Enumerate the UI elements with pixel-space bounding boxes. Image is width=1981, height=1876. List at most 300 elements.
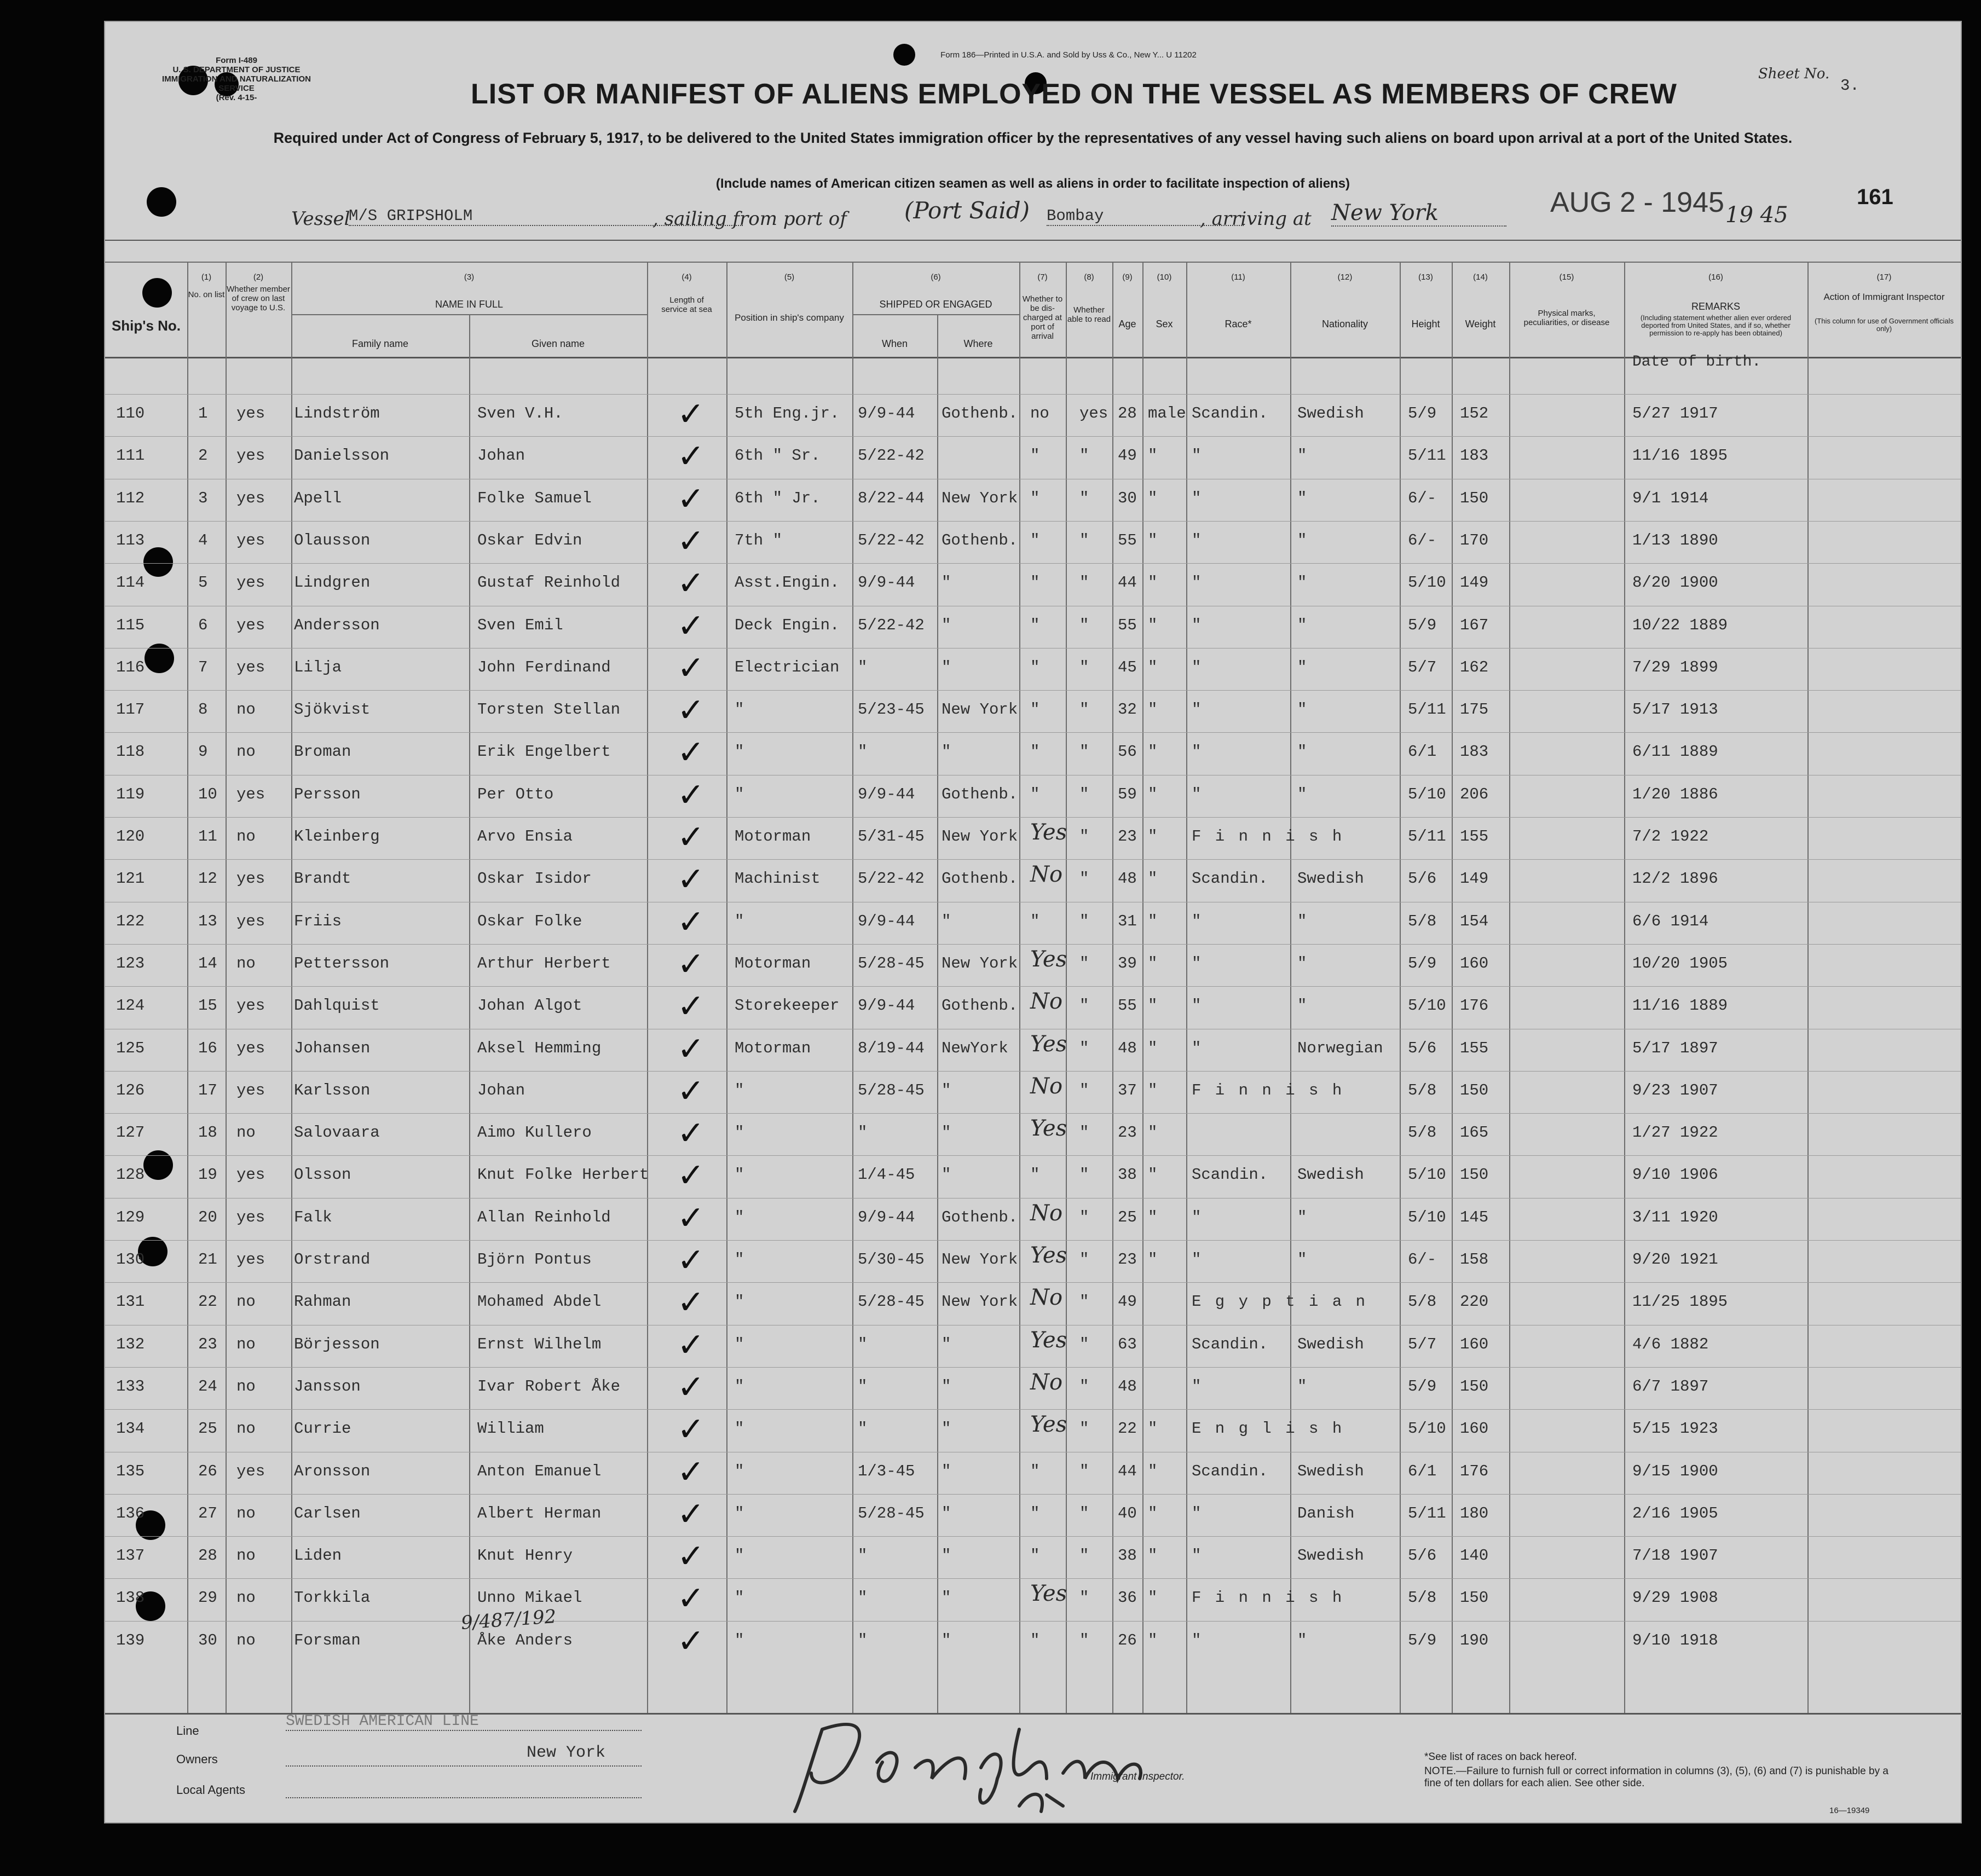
cell-position: " bbox=[735, 1420, 744, 1438]
cell-family-name: Forsman bbox=[294, 1631, 361, 1649]
cell-height: 5/6 bbox=[1408, 870, 1437, 888]
cell-date-of-birth: 12/2 1896 bbox=[1632, 870, 1718, 888]
handwritten-annotation: 9/487/192 bbox=[460, 1605, 557, 1635]
cell-age: 38 bbox=[1118, 1547, 1137, 1565]
cell-previous-voyage: yes bbox=[236, 785, 265, 803]
cell-nationality: " bbox=[1297, 997, 1307, 1015]
header-col8-num: (8) bbox=[1084, 273, 1094, 282]
cell-able-to-read: " bbox=[1079, 658, 1089, 676]
cell-previous-voyage: no bbox=[236, 1420, 256, 1438]
cell-discharged: " bbox=[1030, 1631, 1040, 1649]
cell-list-no: 11 bbox=[198, 827, 217, 846]
cell-nationality: " bbox=[1297, 1208, 1307, 1226]
sheet-label: Sheet No. bbox=[1758, 66, 1830, 82]
cell-nationality: Swedish bbox=[1297, 1547, 1364, 1565]
cell-weight: 150 bbox=[1460, 1081, 1489, 1099]
cell-discharged: Yes bbox=[1030, 1412, 1067, 1438]
check-mark-icon: ✓ bbox=[677, 1368, 705, 1406]
cell-nationality: " bbox=[1297, 785, 1307, 803]
cell-family-name: Friis bbox=[294, 912, 342, 930]
cell-race: " bbox=[1192, 1504, 1202, 1522]
cell-position: 7th " bbox=[735, 531, 783, 549]
cell-nationality: Swedish bbox=[1297, 870, 1364, 888]
cell-sex: " bbox=[1148, 912, 1158, 930]
cell-position: Storekeeper bbox=[735, 997, 840, 1015]
cell-discharged: " bbox=[1030, 1547, 1040, 1565]
cell-date-of-birth: 11/16 1895 bbox=[1632, 447, 1728, 465]
cell-race: " bbox=[1192, 1250, 1202, 1269]
cell-given-name: Björn Pontus bbox=[477, 1250, 592, 1269]
cell-list-no: 7 bbox=[198, 658, 208, 676]
cell-given-name: Ernst Wilhelm bbox=[477, 1335, 602, 1353]
cell-given-name: Knut Henry bbox=[477, 1547, 573, 1565]
cell-shipped-where: " bbox=[942, 574, 951, 592]
cell-race: " bbox=[1192, 912, 1202, 930]
header-col9-num: (9) bbox=[1122, 273, 1133, 282]
cell-previous-voyage: no bbox=[236, 1504, 256, 1522]
cell-sex: " bbox=[1148, 785, 1158, 803]
cell-height: 5/8 bbox=[1408, 1124, 1437, 1142]
cell-previous-voyage: yes bbox=[236, 1208, 265, 1226]
cell-list-no: 29 bbox=[198, 1589, 217, 1607]
check-mark-icon: ✓ bbox=[677, 987, 705, 1026]
cell-nationality: " bbox=[1297, 700, 1307, 719]
cell-ships-no: 136 bbox=[116, 1504, 145, 1522]
cell-shipped-where: " bbox=[942, 1166, 951, 1184]
cell-list-no: 2 bbox=[198, 447, 208, 465]
cell-sex: " bbox=[1148, 1208, 1158, 1226]
check-mark-icon: ✓ bbox=[677, 1283, 705, 1322]
cell-sex: " bbox=[1148, 1462, 1158, 1480]
check-mark-icon: ✓ bbox=[677, 775, 705, 814]
cell-list-no: 20 bbox=[198, 1208, 217, 1226]
table-row bbox=[105, 1325, 1961, 1368]
inspector-signature bbox=[789, 1696, 1205, 1828]
cell-race: " bbox=[1192, 574, 1202, 592]
cell-given-name: Aimo Kullero bbox=[477, 1124, 592, 1142]
cell-weight: 176 bbox=[1460, 997, 1489, 1015]
cell-weight: 145 bbox=[1460, 1208, 1489, 1226]
cell-shipped-where: " bbox=[942, 616, 951, 634]
cell-family-name: Jansson bbox=[294, 1377, 361, 1396]
header-family-name: Family name bbox=[351, 338, 409, 349]
cell-weight: 140 bbox=[1460, 1547, 1489, 1565]
header-nationality: Nationality bbox=[1321, 319, 1368, 329]
cell-discharged: No bbox=[1030, 1285, 1063, 1311]
cell-shipped-where: " bbox=[942, 743, 951, 761]
table-row bbox=[105, 521, 1961, 564]
header-col1-num: (1) bbox=[201, 273, 212, 282]
cell-family-name: Lindström bbox=[294, 404, 380, 422]
cell-age: 55 bbox=[1118, 616, 1137, 634]
check-mark-icon: ✓ bbox=[677, 395, 705, 433]
cell-previous-voyage: yes bbox=[236, 870, 265, 888]
check-mark-icon: ✓ bbox=[677, 902, 705, 941]
cell-nationality: Danish bbox=[1297, 1504, 1355, 1522]
cell-height: 6/- bbox=[1408, 489, 1437, 507]
cell-ships-no: 114 bbox=[116, 574, 145, 592]
table-row bbox=[105, 1155, 1961, 1198]
cell-sex: male bbox=[1148, 404, 1186, 422]
cell-discharged: Yes bbox=[1030, 1327, 1067, 1353]
cell-age: 39 bbox=[1118, 954, 1137, 972]
cell-age: 49 bbox=[1118, 1293, 1137, 1311]
header-ships-no: Ship's No. bbox=[111, 317, 181, 334]
cell-ships-no: 117 bbox=[116, 700, 145, 719]
cell-sex: " bbox=[1148, 1039, 1158, 1057]
cell-height: 5/8 bbox=[1408, 1081, 1437, 1099]
cell-race: " bbox=[1192, 954, 1202, 972]
cell-given-name: Ivar Robert Åke bbox=[477, 1377, 621, 1396]
header-col5-num: (5) bbox=[784, 273, 795, 282]
cell-shipped-when: " bbox=[858, 1124, 868, 1142]
header-given-name: Given name bbox=[531, 338, 585, 349]
cell-ships-no: 112 bbox=[116, 489, 145, 507]
cell-list-no: 16 bbox=[198, 1039, 217, 1057]
cell-date-of-birth: 5/17 1913 bbox=[1632, 700, 1718, 719]
cell-family-name: Johansen bbox=[294, 1039, 371, 1057]
cell-previous-voyage: yes bbox=[236, 447, 265, 465]
cell-list-no: 14 bbox=[198, 954, 217, 972]
cell-given-name: Arthur Herbert bbox=[477, 954, 611, 972]
cell-height: 5/11 bbox=[1408, 700, 1446, 719]
cell-height: 5/10 bbox=[1408, 1166, 1446, 1184]
cell-position: " bbox=[735, 1631, 744, 1649]
cell-previous-voyage: no bbox=[236, 1335, 256, 1353]
cell-position: " bbox=[735, 1504, 744, 1522]
cell-date-of-birth: 6/7 1897 bbox=[1632, 1377, 1709, 1396]
cell-age: 59 bbox=[1118, 785, 1137, 803]
header-inspector-action: Action of Immigrant Inspector bbox=[1823, 292, 1945, 302]
table-row bbox=[105, 1071, 1961, 1114]
table-row bbox=[105, 1578, 1961, 1621]
cell-ships-no: 125 bbox=[116, 1039, 145, 1057]
cell-given-name: Folke Samuel bbox=[477, 489, 592, 507]
cell-position: " bbox=[735, 1462, 744, 1480]
cell-position: " bbox=[735, 1377, 744, 1396]
manifest-page bbox=[104, 21, 1962, 1823]
cell-family-name: Currie bbox=[294, 1420, 351, 1438]
check-mark-icon: ✓ bbox=[677, 1029, 705, 1068]
cell-able-to-read: yes bbox=[1079, 404, 1108, 422]
cell-previous-voyage: yes bbox=[236, 531, 265, 549]
cell-sex: " bbox=[1148, 574, 1158, 592]
cell-weight: 155 bbox=[1460, 1039, 1489, 1057]
cell-family-name: Dahlquist bbox=[294, 997, 380, 1015]
cell-shipped-where: " bbox=[942, 1377, 951, 1396]
cell-previous-voyage: yes bbox=[236, 404, 265, 422]
form-number: Form I-489 bbox=[216, 56, 257, 65]
header-able-to-read: Whether able to read bbox=[1067, 305, 1111, 324]
cell-sex: " bbox=[1148, 616, 1158, 634]
header-col11-num: (11) bbox=[1231, 273, 1245, 282]
cell-family-name: Börjesson bbox=[294, 1335, 380, 1353]
cell-position: 6th " Jr. bbox=[735, 489, 821, 507]
check-mark-icon: ✓ bbox=[677, 522, 705, 560]
cell-weight: 160 bbox=[1460, 1335, 1489, 1353]
cell-able-to-read: " bbox=[1079, 827, 1089, 846]
header-remarks-note: (Including statement whether alien ever ordered deported from United States, and if so, whether permission to re-apply has been obtained) bbox=[1640, 314, 1792, 337]
cell-date-of-birth: 5/17 1897 bbox=[1632, 1039, 1718, 1057]
cell-previous-voyage: no bbox=[236, 1589, 256, 1607]
check-mark-icon: ✓ bbox=[677, 437, 705, 476]
agents-label: Local Agents bbox=[176, 1783, 245, 1797]
cell-able-to-read: " bbox=[1079, 1250, 1089, 1269]
cell-nationality: " bbox=[1297, 574, 1307, 592]
cell-shipped-where: " bbox=[942, 1335, 951, 1353]
cell-date-of-birth: 9/1 1914 bbox=[1632, 489, 1709, 507]
check-mark-icon: ✓ bbox=[677, 945, 705, 983]
cell-position: " bbox=[735, 700, 744, 719]
cell-height: 6/1 bbox=[1408, 1462, 1437, 1480]
cell-weight: 220 bbox=[1460, 1293, 1489, 1311]
cell-given-name: Arvo Ensia bbox=[477, 827, 573, 846]
cell-height: 6/- bbox=[1408, 1250, 1437, 1269]
cell-shipped-when: " bbox=[858, 1547, 868, 1565]
cell-ships-no: 126 bbox=[116, 1081, 145, 1099]
cell-age: 49 bbox=[1118, 447, 1137, 465]
cell-nationality: Swedish bbox=[1297, 1335, 1364, 1353]
cell-shipped-when: " bbox=[858, 1377, 868, 1396]
cell-given-name: Åke Anders bbox=[477, 1631, 573, 1649]
cell-shipped-when: 9/9-44 bbox=[858, 997, 915, 1015]
cell-given-name: Torsten Stellan bbox=[477, 700, 621, 719]
cell-given-name: Mohamed Abdel bbox=[477, 1293, 602, 1311]
cell-height: 5/9 bbox=[1408, 404, 1437, 422]
cell-weight: 165 bbox=[1460, 1124, 1489, 1142]
cell-shipped-when: " bbox=[858, 658, 868, 676]
table-row bbox=[105, 902, 1961, 945]
header-col12-num: (12) bbox=[1337, 273, 1353, 282]
cell-age: 23 bbox=[1118, 1250, 1137, 1269]
cell-shipped-when: " bbox=[858, 1631, 868, 1649]
cell-date-of-birth: 5/27 1917 bbox=[1632, 404, 1718, 422]
cell-nationality: " bbox=[1297, 616, 1307, 634]
cell-weight: 180 bbox=[1460, 1504, 1489, 1522]
cell-position: Machinist bbox=[735, 870, 821, 888]
cell-shipped-when: " bbox=[858, 1335, 868, 1353]
cell-given-name: Gustaf Reinhold bbox=[477, 574, 621, 592]
cell-shipped-where: New York bbox=[942, 954, 1018, 972]
cell-shipped-when: 9/9-44 bbox=[858, 404, 915, 422]
cell-sex: " bbox=[1148, 531, 1158, 549]
cell-family-name: Sjökvist bbox=[294, 700, 371, 719]
check-mark-icon: ✓ bbox=[677, 1325, 705, 1364]
cell-date-of-birth: 1/13 1890 bbox=[1632, 531, 1718, 549]
cell-able-to-read: " bbox=[1079, 447, 1089, 465]
cell-previous-voyage: no bbox=[236, 700, 256, 719]
cell-race: " bbox=[1192, 616, 1202, 634]
header-sex: Sex bbox=[1156, 319, 1173, 329]
cell-given-name: Johan bbox=[477, 447, 525, 465]
cell-able-to-read: " bbox=[1079, 489, 1089, 507]
check-mark-icon: ✓ bbox=[677, 860, 705, 899]
cell-weight: 170 bbox=[1460, 531, 1489, 549]
cell-list-no: 6 bbox=[198, 616, 208, 634]
cell-family-name: Lindgren bbox=[294, 574, 371, 592]
cell-able-to-read: " bbox=[1079, 1081, 1089, 1099]
cell-ships-no: 133 bbox=[116, 1377, 145, 1396]
cell-family-name: Orstrand bbox=[294, 1250, 371, 1269]
page-number: 161 bbox=[1857, 185, 1893, 209]
cell-able-to-read: " bbox=[1079, 1462, 1089, 1480]
inspector-label: Immigrant Inspector. bbox=[1090, 1771, 1185, 1782]
cell-list-no: 25 bbox=[198, 1420, 217, 1438]
cell-given-name: Sven Emil bbox=[477, 616, 563, 634]
cell-race: " bbox=[1192, 743, 1202, 761]
header-col14-num: (14) bbox=[1473, 273, 1488, 282]
cell-age: 38 bbox=[1118, 1166, 1137, 1184]
cell-ships-no: 138 bbox=[116, 1589, 145, 1607]
cell-weight: 206 bbox=[1460, 785, 1489, 803]
cell-ships-no: 123 bbox=[116, 954, 145, 972]
cell-ships-no: 137 bbox=[116, 1547, 145, 1565]
cell-age: 48 bbox=[1118, 1377, 1137, 1396]
cell-position: " bbox=[735, 1250, 744, 1269]
cell-weight: 150 bbox=[1460, 489, 1489, 507]
cell-sex: " bbox=[1148, 1420, 1158, 1438]
cell-position: " bbox=[735, 785, 744, 803]
cell-race: " bbox=[1192, 1377, 1202, 1396]
cell-given-name: Oskar Edvin bbox=[477, 531, 582, 549]
cell-family-name: Lilja bbox=[294, 658, 342, 676]
cell-shipped-where: " bbox=[942, 1631, 951, 1649]
cell-given-name: Aksel Hemming bbox=[477, 1039, 602, 1057]
cell-age: 55 bbox=[1118, 997, 1137, 1015]
cell-sex: " bbox=[1148, 1081, 1158, 1099]
cell-date-of-birth: 2/16 1905 bbox=[1632, 1504, 1718, 1522]
cell-shipped-where: " bbox=[942, 912, 951, 930]
cell-family-name: Aronsson bbox=[294, 1462, 371, 1480]
cell-list-no: 26 bbox=[198, 1462, 217, 1480]
cell-previous-voyage: yes bbox=[236, 658, 265, 676]
header-col10-num: (10) bbox=[1157, 273, 1172, 282]
cell-nationality: " bbox=[1297, 447, 1307, 465]
table-row bbox=[105, 1029, 1961, 1072]
cell-height: 5/8 bbox=[1408, 912, 1437, 930]
cell-position: " bbox=[735, 743, 744, 761]
cell-able-to-read: " bbox=[1079, 954, 1089, 972]
cell-discharged: " bbox=[1030, 489, 1040, 507]
cell-family-name: Olausson bbox=[294, 531, 371, 549]
cell-list-no: 10 bbox=[198, 785, 217, 803]
cell-ships-no: 127 bbox=[116, 1124, 145, 1142]
table-row bbox=[105, 1113, 1961, 1156]
cell-date-of-birth: 9/10 1906 bbox=[1632, 1166, 1718, 1184]
cell-given-name: Allan Reinhold bbox=[477, 1208, 611, 1226]
cell-discharged: " bbox=[1030, 785, 1040, 803]
cell-discharged: No bbox=[1030, 1369, 1063, 1395]
cell-weight: 160 bbox=[1460, 954, 1489, 972]
cell-sex: " bbox=[1148, 489, 1158, 507]
cell-weight: 150 bbox=[1460, 1166, 1489, 1184]
cell-discharged: " bbox=[1030, 1166, 1040, 1184]
cell-given-name: Oskar Isidor bbox=[477, 870, 592, 888]
cell-sex: " bbox=[1148, 870, 1158, 888]
cell-discharged: " bbox=[1030, 447, 1040, 465]
cell-previous-voyage: no bbox=[236, 1377, 256, 1396]
check-mark-icon: ✓ bbox=[677, 1410, 705, 1449]
cell-nationality: " bbox=[1297, 912, 1307, 930]
cell-given-name: Per Otto bbox=[477, 785, 554, 803]
cell-date-of-birth: 1/20 1886 bbox=[1632, 785, 1718, 803]
cell-discharged: " bbox=[1030, 1504, 1040, 1522]
cell-height: 5/9 bbox=[1408, 954, 1437, 972]
table-row bbox=[105, 690, 1961, 733]
cell-list-no: 24 bbox=[198, 1377, 217, 1396]
cell-list-no: 28 bbox=[198, 1547, 217, 1565]
cell-race: Scandin. bbox=[1192, 870, 1268, 888]
cell-weight: 155 bbox=[1460, 827, 1489, 846]
cell-ships-no: 124 bbox=[116, 997, 145, 1015]
cell-previous-voyage: yes bbox=[236, 616, 265, 634]
cell-shipped-when: 5/31-45 bbox=[858, 827, 925, 846]
cell-family-name: Broman bbox=[294, 743, 351, 761]
cell-list-no: 3 bbox=[198, 489, 208, 507]
cell-height: 5/10 bbox=[1408, 574, 1446, 592]
cell-date-of-birth: 9/15 1900 bbox=[1632, 1462, 1718, 1480]
cell-family-name: Torkkila bbox=[294, 1589, 371, 1607]
cell-given-name: John Ferdinand bbox=[477, 658, 611, 676]
cell-shipped-when: 1/3-45 bbox=[858, 1462, 915, 1480]
table-row bbox=[105, 479, 1961, 522]
cell-ships-no: 139 bbox=[116, 1631, 145, 1649]
header-col3-num: (3) bbox=[464, 273, 475, 282]
cell-previous-voyage: no bbox=[236, 827, 256, 846]
cell-nationality: Swedish bbox=[1297, 404, 1364, 422]
table-row bbox=[105, 436, 1961, 479]
cell-position: 5th Eng.jr. bbox=[735, 404, 840, 422]
header-age: Age bbox=[1118, 319, 1136, 329]
cell-weight: 150 bbox=[1460, 1377, 1489, 1396]
cell-weight: 150 bbox=[1460, 1589, 1489, 1607]
cell-sex: " bbox=[1148, 1250, 1158, 1269]
cell-date-of-birth: 7/29 1899 bbox=[1632, 658, 1718, 676]
cell-weight: 183 bbox=[1460, 743, 1489, 761]
cell-list-no: 13 bbox=[198, 912, 217, 930]
cell-able-to-read: " bbox=[1079, 531, 1089, 549]
cell-position: Motorman bbox=[735, 954, 811, 972]
cell-shipped-when: 5/28-45 bbox=[858, 1504, 925, 1522]
cell-position: Motorman bbox=[735, 827, 811, 846]
cell-age: 36 bbox=[1118, 1589, 1137, 1607]
cell-height: 5/6 bbox=[1408, 1039, 1437, 1057]
cell-height: 6/1 bbox=[1408, 743, 1437, 761]
cell-shipped-where: Gothenb. bbox=[942, 785, 1018, 803]
cell-shipped-where: New York bbox=[942, 1250, 1018, 1269]
cell-race: " bbox=[1192, 700, 1202, 719]
table-row bbox=[105, 1409, 1961, 1452]
cell-able-to-read: " bbox=[1079, 785, 1089, 803]
check-mark-icon: ✓ bbox=[677, 479, 705, 518]
header-col2-num: (2) bbox=[253, 273, 264, 282]
cell-shipped-where: Gothenb. bbox=[942, 870, 1018, 888]
check-mark-icon: ✓ bbox=[677, 733, 705, 772]
date-stamp: AUG 2 - 1945 bbox=[1550, 187, 1724, 218]
cell-discharged: " bbox=[1030, 658, 1040, 676]
cell-position: Motorman bbox=[735, 1039, 811, 1057]
cell-shipped-where: " bbox=[942, 1462, 951, 1480]
cell-able-to-read: " bbox=[1079, 1504, 1089, 1522]
cell-height: 5/7 bbox=[1408, 658, 1437, 676]
header-where: Where bbox=[963, 338, 993, 349]
cell-sex: " bbox=[1148, 1504, 1158, 1522]
cell-previous-voyage: no bbox=[236, 1124, 256, 1142]
cell-shipped-when: " bbox=[858, 1589, 868, 1607]
cell-sex: " bbox=[1148, 997, 1158, 1015]
cell-shipped-where: New York bbox=[942, 700, 1018, 719]
cell-position: Asst.Engin. bbox=[735, 574, 840, 592]
